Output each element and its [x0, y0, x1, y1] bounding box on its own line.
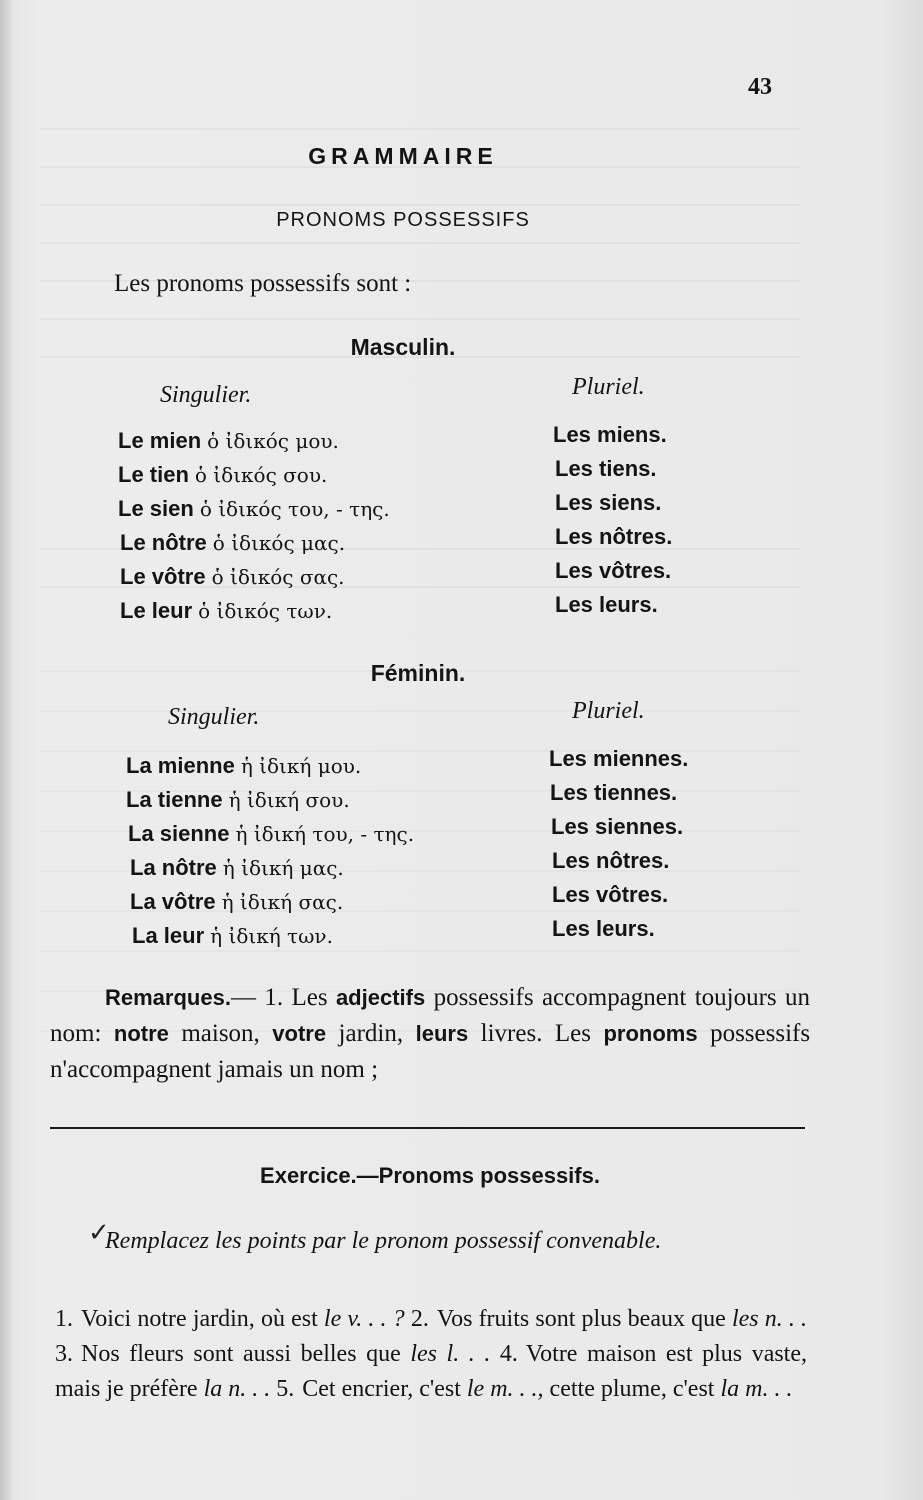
- list-item: Le vôtre ὁ ἰδικός σας.: [120, 564, 345, 589]
- feminin-singular-label: Singulier.: [168, 704, 260, 730]
- list-item: La leur ἡ ἰδική των.: [132, 923, 333, 948]
- list-item: Le nôtre ὁ ἰδικός μας.: [120, 530, 346, 555]
- list-item: Les nôtres.: [555, 524, 673, 549]
- feminin-heading: Féminin.: [370, 660, 466, 686]
- list-item: Les nôtres.: [552, 848, 670, 873]
- list-item: Les siens.: [555, 490, 662, 515]
- list-item: La nôtre ἡ ἰδική μας.: [130, 855, 344, 880]
- list-item: Les leurs.: [555, 592, 658, 617]
- exercise-item-2: 2. Vos fruits sont plus beaux que les n. . .: [410, 1306, 808, 1332]
- list-item: Les tiens.: [555, 456, 657, 481]
- exercise-items: [55, 1302, 807, 1407]
- remarques-label: Remarques.: [105, 985, 231, 1010]
- list-item: Le mien ὁ ἰδικός μου.: [118, 428, 339, 453]
- intro-text: Les pronoms possessifs sont :: [114, 270, 412, 297]
- list-item: La vôtre ἡ ἰδική σας.: [130, 889, 344, 914]
- list-item: Les leurs.: [552, 916, 655, 941]
- exercise-item-5: 5. Cet encrier, c'est le m. . ., cette plume, c'est la m. . .: [276, 1376, 793, 1402]
- list-item: La mienne ἡ ἰδική μου.: [126, 753, 362, 778]
- list-item: Les vôtres.: [552, 882, 669, 907]
- list-item: Le leur ὁ ἰδικός των.: [120, 598, 333, 623]
- list-item: Les tiennes.: [550, 780, 678, 805]
- remarques-paragraph: Remarques.— 1. Les adjectifs possessifs accompagnent toujours un nom: notre maison, votre jardin, leurs livres. Les pronoms possessifs n'accompagnent jamais un nom ;: [50, 984, 811, 1083]
- list-item: Le tien ὁ ἰδικός σου.: [118, 462, 328, 487]
- page-number: 43: [748, 74, 772, 100]
- masculin-singular-label: Singulier.: [160, 382, 252, 408]
- list-item: Le sien ὁ ἰδικός του, - της.: [118, 496, 390, 521]
- list-item: Les siennes.: [551, 814, 684, 839]
- page-subtitle: PRONOMS POSSESSIFS: [276, 209, 530, 231]
- page-title: GRAMMAIRE: [308, 143, 498, 169]
- list-item: Les miennes.: [549, 746, 689, 771]
- list-item: La tienne ἡ ἰδική σου.: [126, 787, 350, 812]
- masculin-plural-label: Pluriel.: [572, 374, 645, 400]
- check-mark-icon: ✓: [88, 1218, 110, 1247]
- masculin-heading: Masculin.: [350, 334, 456, 360]
- list-item: Les miens.: [553, 422, 667, 447]
- list-item: Les vôtres.: [555, 558, 672, 583]
- divider: [50, 1127, 805, 1129]
- exercise-instruction: Remplacez les points par le pronom possessif convenable.: [105, 1228, 662, 1254]
- exercise-item-3: 3. Nos fleurs sont aussi belles que les l. . .: [55, 1341, 491, 1367]
- feminin-plural-label: Pluriel.: [572, 698, 645, 724]
- list-item: La sienne ἡ ἰδική του, - της.: [128, 821, 415, 846]
- exercise-item-1: 1. Voici notre jardin, où est le v. . . ?: [55, 1306, 405, 1332]
- exercise-title: Exercice.—Pronoms possessifs.: [260, 1163, 600, 1188]
- exercise-item-4: 4. Votre maison est plus vaste, mais je préfère la n. . .: [55, 1341, 808, 1402]
